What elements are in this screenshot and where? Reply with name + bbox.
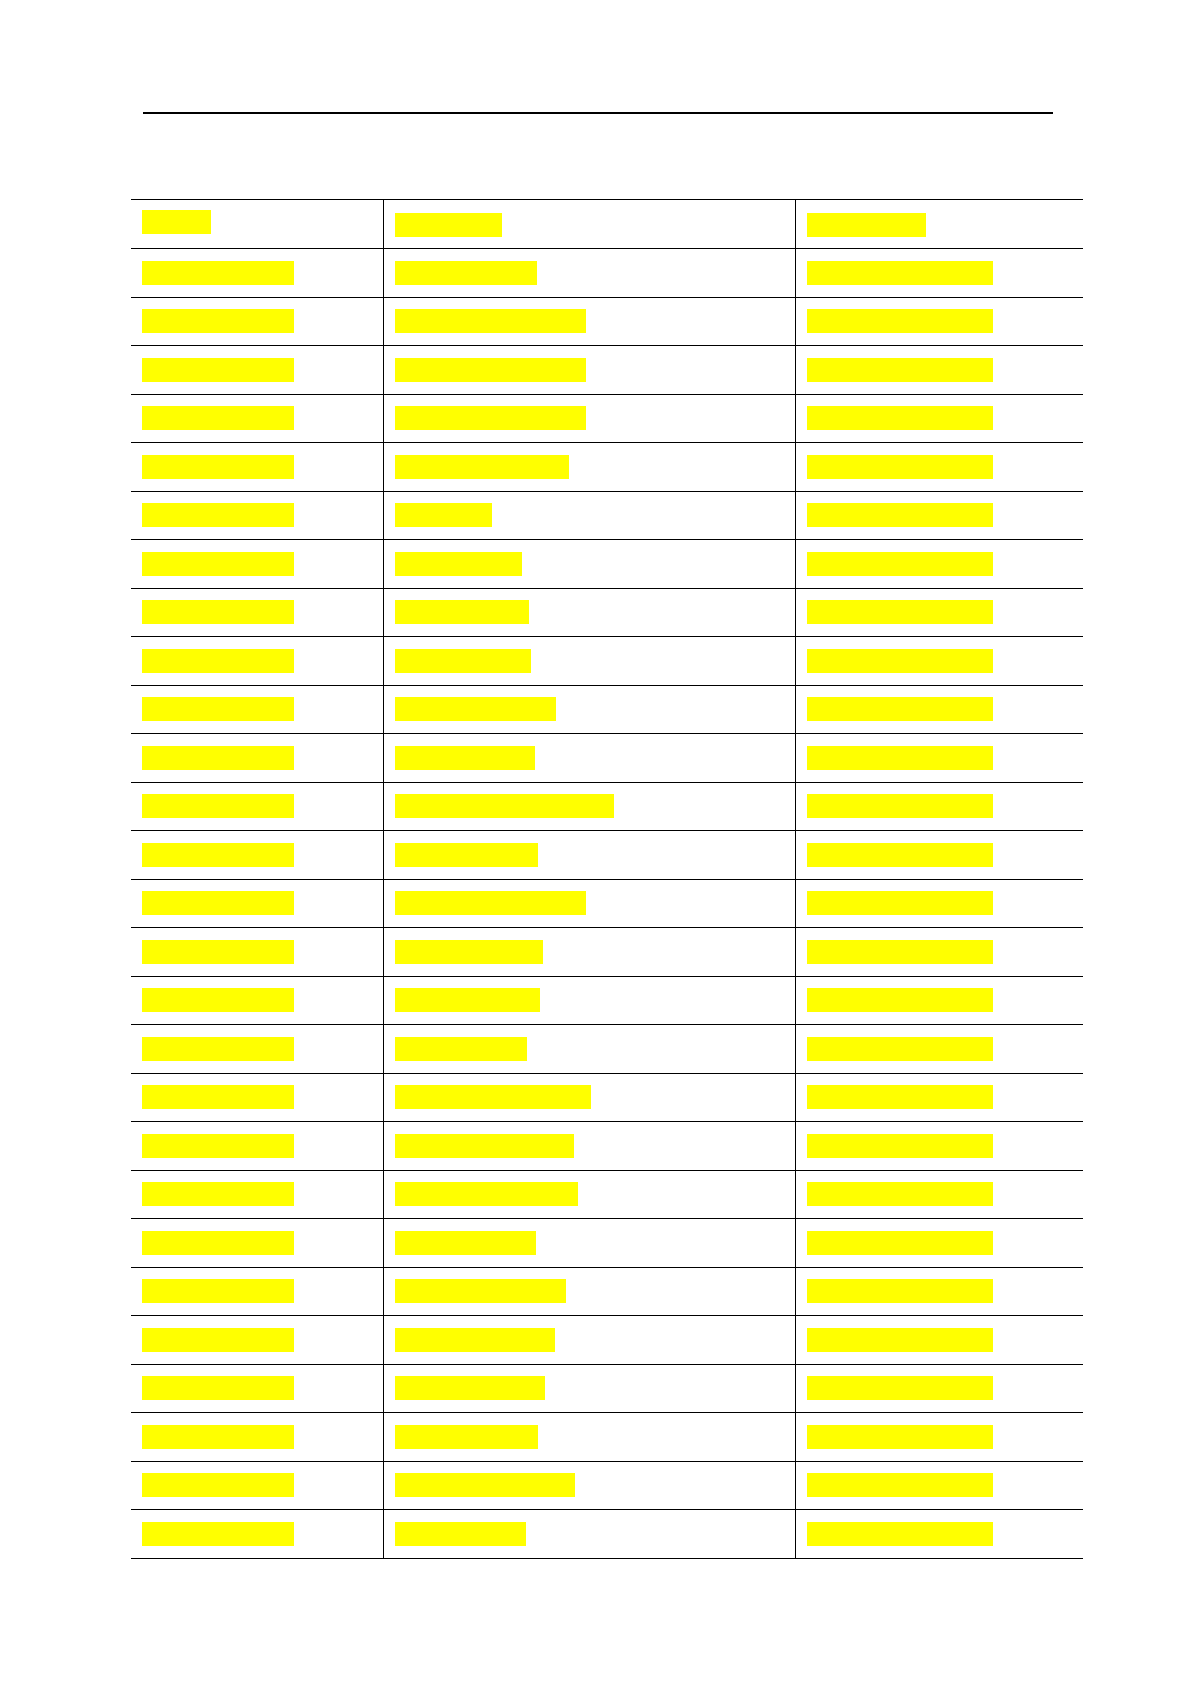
table-cell	[795, 588, 1083, 637]
redaction-block	[395, 406, 586, 430]
table-cell	[795, 1316, 1083, 1365]
table-cell	[383, 1267, 795, 1316]
table-row	[131, 1073, 1083, 1122]
redaction-block	[395, 1522, 526, 1546]
table-cell	[795, 879, 1083, 928]
table-cell	[131, 1025, 383, 1074]
table-row	[131, 879, 1083, 928]
redaction-block	[395, 358, 586, 382]
table-cell	[795, 1025, 1083, 1074]
table-cell	[795, 394, 1083, 443]
table-cell	[131, 734, 383, 783]
table-cell	[795, 831, 1083, 880]
table-row	[131, 976, 1083, 1025]
redaction-block	[395, 455, 569, 479]
redaction-block	[807, 1134, 993, 1158]
redaction-block	[807, 261, 993, 285]
redaction-block	[395, 1085, 591, 1109]
redaction-block	[395, 988, 540, 1012]
table-cell	[383, 540, 795, 589]
table-cell	[131, 685, 383, 734]
table-cell	[131, 879, 383, 928]
table-cell	[383, 1122, 795, 1171]
table-cell	[383, 1219, 795, 1268]
table-cell	[795, 782, 1083, 831]
redaction-block	[807, 1328, 993, 1352]
table-cell	[383, 1170, 795, 1219]
redaction-block	[807, 891, 993, 915]
table-header-row	[131, 200, 1083, 249]
redaction-block	[142, 261, 294, 285]
table-row	[131, 346, 1083, 395]
table-cell	[795, 1170, 1083, 1219]
redaction-block	[807, 213, 926, 237]
table-row	[131, 588, 1083, 637]
table-cell	[131, 1267, 383, 1316]
redaction-block	[395, 891, 586, 915]
table-cell	[383, 976, 795, 1025]
table-cell	[795, 1461, 1083, 1510]
table-cell	[131, 1413, 383, 1462]
table-cell	[383, 1461, 795, 1510]
redaction-block	[142, 1376, 294, 1400]
table-cell	[131, 1364, 383, 1413]
redaction-block	[395, 552, 522, 576]
table-cell	[795, 734, 1083, 783]
redaction-block	[807, 455, 993, 479]
redaction-block	[807, 600, 993, 624]
redaction-block	[807, 358, 993, 382]
header-rule	[143, 112, 1053, 114]
redaction-block	[395, 940, 543, 964]
table-row	[131, 1413, 1083, 1462]
table-cell	[131, 1170, 383, 1219]
table-row	[131, 491, 1083, 540]
table-row	[131, 1170, 1083, 1219]
table-row	[131, 1364, 1083, 1413]
table-cell	[383, 879, 795, 928]
redaction-block	[142, 1328, 294, 1352]
redaction-block	[142, 309, 294, 333]
redaction-block	[395, 1231, 536, 1255]
table-cell	[131, 831, 383, 880]
table-cell	[383, 1025, 795, 1074]
table-cell	[383, 637, 795, 686]
table-row	[131, 540, 1083, 589]
redaction-block	[807, 843, 993, 867]
table-cell	[795, 540, 1083, 589]
table-cell	[383, 928, 795, 977]
redaction-block	[395, 843, 538, 867]
table-cell	[131, 588, 383, 637]
table-cell	[795, 685, 1083, 734]
redaction-block	[142, 697, 294, 721]
table-row	[131, 443, 1083, 492]
table-cell	[383, 297, 795, 346]
redaction-block	[807, 988, 993, 1012]
redaction-block	[395, 1376, 545, 1400]
table-cell	[795, 637, 1083, 686]
table-cell	[795, 1122, 1083, 1171]
table-cell	[131, 976, 383, 1025]
table-cell	[795, 1267, 1083, 1316]
redaction-block	[142, 600, 294, 624]
table-cell	[131, 297, 383, 346]
table-cell	[131, 346, 383, 395]
table-row	[131, 297, 1083, 346]
redaction-block	[395, 794, 614, 818]
redaction-block	[142, 1473, 294, 1497]
table-cell	[131, 540, 383, 589]
table-cell	[795, 249, 1083, 298]
redaction-block	[807, 794, 993, 818]
table-cell	[131, 1316, 383, 1365]
table-row	[131, 1267, 1083, 1316]
redaction-block	[142, 358, 294, 382]
table-cell	[383, 1073, 795, 1122]
redaction-block	[807, 1231, 993, 1255]
table-cell	[383, 734, 795, 783]
table-cell	[795, 1073, 1083, 1122]
table-row	[131, 1219, 1083, 1268]
table-cell	[383, 685, 795, 734]
redaction-block	[142, 794, 294, 818]
table-cell	[383, 831, 795, 880]
table-cell	[795, 1510, 1083, 1559]
redaction-block	[395, 503, 492, 527]
redaction-block	[395, 1134, 574, 1158]
table-cell	[383, 443, 795, 492]
redaction-block	[395, 649, 531, 673]
redaction-block	[807, 552, 993, 576]
redaction-block	[142, 1522, 294, 1546]
redaction-block	[395, 1473, 575, 1497]
table-cell	[383, 782, 795, 831]
table-row	[131, 782, 1083, 831]
redaction-block	[142, 1134, 294, 1158]
table-cell	[383, 491, 795, 540]
redaction-block	[142, 1279, 294, 1303]
redaction-block	[142, 1231, 294, 1255]
table-row	[131, 685, 1083, 734]
table-cell	[795, 976, 1083, 1025]
table-row	[131, 1510, 1083, 1559]
table-row	[131, 394, 1083, 443]
redaction-block	[807, 940, 993, 964]
redaction-block	[395, 1279, 566, 1303]
redaction-block	[395, 1328, 555, 1352]
redaction-block	[395, 1182, 578, 1206]
table-cell	[383, 1510, 795, 1559]
table-cell	[131, 394, 383, 443]
table-cell	[795, 1413, 1083, 1462]
redaction-block	[807, 1376, 993, 1400]
table-cell	[131, 200, 383, 249]
table-cell	[795, 346, 1083, 395]
redaction-block	[395, 746, 535, 770]
redaction-block	[142, 1182, 294, 1206]
redaction-block	[807, 1037, 993, 1061]
table-cell	[383, 394, 795, 443]
redaction-block	[807, 649, 993, 673]
redaction-block	[395, 213, 502, 237]
table-cell	[131, 491, 383, 540]
table-cell	[131, 249, 383, 298]
table-cell	[131, 443, 383, 492]
table-cell	[383, 588, 795, 637]
table-cell	[131, 1219, 383, 1268]
table-cell	[795, 491, 1083, 540]
redaction-block	[142, 1037, 294, 1061]
redaction-block	[807, 1279, 993, 1303]
table-cell	[131, 928, 383, 977]
table-cell	[795, 443, 1083, 492]
table-row	[131, 928, 1083, 977]
table-body	[131, 200, 1083, 1559]
redaction-block	[395, 697, 556, 721]
table-row	[131, 637, 1083, 686]
redaction-block	[395, 261, 537, 285]
redaction-block	[807, 697, 993, 721]
redaction-block	[807, 1473, 993, 1497]
redaction-block	[142, 891, 294, 915]
table-cell	[795, 297, 1083, 346]
redaction-block	[142, 746, 294, 770]
redaction-block	[142, 552, 294, 576]
table-cell	[383, 249, 795, 298]
data-table	[131, 199, 1083, 1559]
redaction-block	[142, 1425, 294, 1449]
redaction-block	[395, 1037, 527, 1061]
table-cell	[131, 1461, 383, 1510]
table-row	[131, 1025, 1083, 1074]
table-cell	[383, 1316, 795, 1365]
table-cell	[795, 1219, 1083, 1268]
redaction-block	[142, 503, 294, 527]
redaction-block	[142, 940, 294, 964]
redaction-block	[142, 1085, 294, 1109]
redaction-block	[807, 1182, 993, 1206]
table-cell	[131, 1510, 383, 1559]
table-cell	[795, 928, 1083, 977]
table-row	[131, 1122, 1083, 1171]
table-cell	[131, 637, 383, 686]
redaction-block	[807, 746, 993, 770]
redaction-block	[395, 600, 529, 624]
redaction-block	[142, 649, 294, 673]
table-cell	[795, 200, 1083, 249]
redaction-block	[142, 455, 294, 479]
table-row	[131, 831, 1083, 880]
table-cell	[383, 1364, 795, 1413]
table-cell	[383, 346, 795, 395]
redaction-block	[807, 503, 993, 527]
table-cell	[795, 1364, 1083, 1413]
redaction-block	[807, 309, 993, 333]
redaction-block	[807, 1085, 993, 1109]
table-cell	[383, 1413, 795, 1462]
table-row	[131, 1461, 1083, 1510]
redaction-block	[807, 1425, 993, 1449]
redaction-block	[142, 406, 294, 430]
redaction-block	[142, 988, 294, 1012]
table-cell	[131, 1122, 383, 1171]
table-row	[131, 249, 1083, 298]
redaction-block	[395, 1425, 538, 1449]
redaction-block	[807, 1522, 993, 1546]
redaction-block	[142, 843, 294, 867]
table-cell	[131, 782, 383, 831]
redaction-block	[395, 309, 586, 333]
table-row	[131, 1316, 1083, 1365]
table-row	[131, 734, 1083, 783]
redaction-block	[807, 406, 993, 430]
redaction-block	[142, 210, 211, 234]
table-cell	[383, 200, 795, 249]
table-cell	[131, 1073, 383, 1122]
